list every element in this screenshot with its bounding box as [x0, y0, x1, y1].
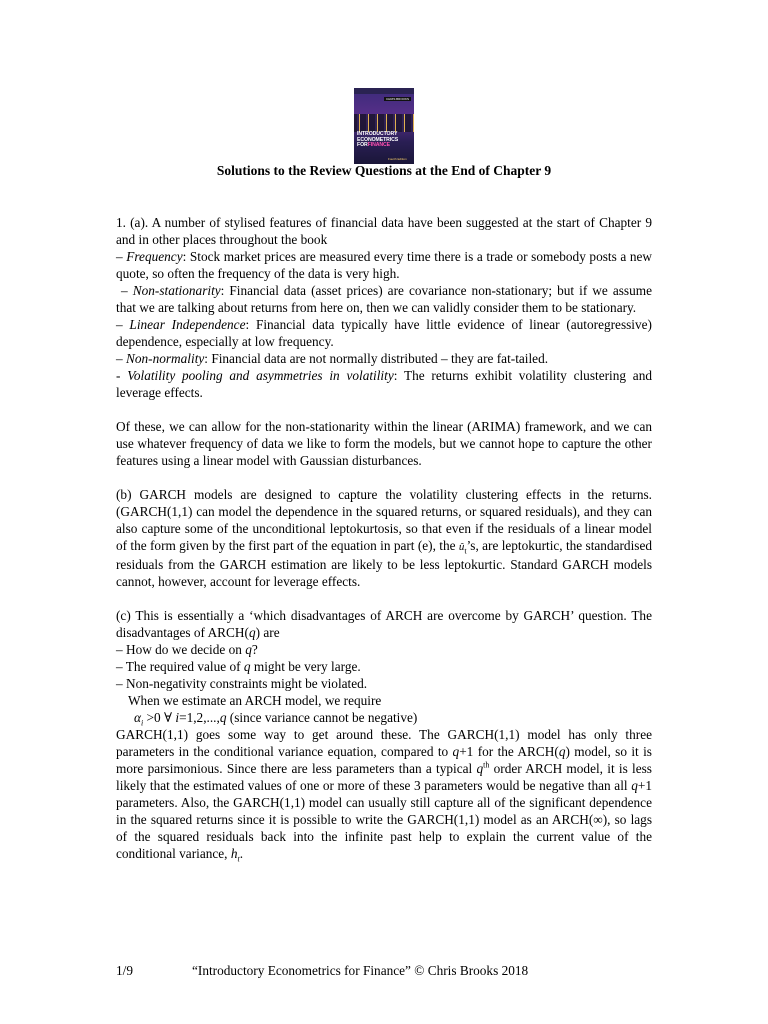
disadvantage-text: – How do we decide on	[116, 642, 246, 657]
feature-linear-independence: – Linear Independence: Financial data typically have little evidence of linear (autoregressive) dependence, especially at low frequency.	[116, 317, 652, 349]
paragraph-text: ) model, so it is more parsimonious. Since there are less parameters than a typical	[116, 744, 652, 776]
i-symbol: i	[175, 710, 180, 725]
disadvantage-3: – Non-negativity constraints might be violated.	[116, 676, 368, 691]
q-symbol: q	[245, 642, 252, 657]
q1c-intro-text: (c) This is essentially a ‘which disadvantages of ARCH are overcome by GARCH’ question. The disadvantages of ARCH(	[116, 608, 652, 640]
cover-author: CHRIS BROOKS	[385, 97, 409, 101]
h-symbol: h	[230, 846, 238, 861]
q-symbol: q	[631, 778, 638, 793]
feature-text: : Financial data are not normally distributed – they are fat-tailed.	[204, 351, 549, 366]
page-heading: Solutions to the Review Questions at the End of Chapter 9	[216, 163, 552, 178]
feature-text: : Financial data typically have little evidence of linear (autoregressive) dependence, especially at low frequency.	[116, 317, 652, 349]
garch-paragraph	[116, 726, 652, 862]
q1a-conclusion: Of these, we can allow for the non-stationarity within the linear (ARIMA) framework, and we can use whatever frequency of data we like to form the models, but we cannot hope to capture the other features using a linear model with Gaussian disturbances.	[116, 419, 652, 468]
formula-text: >0 ∀	[143, 710, 176, 725]
uhat-subscript: t	[464, 546, 467, 556]
cover-title-line1: INTRODUCTORY	[357, 131, 398, 137]
document-body	[116, 214, 652, 862]
q-symbol: q	[452, 744, 460, 759]
feature-volatility-pooling: - Volatility pooling and asymmetries in volatility: The returns exhibit volatility clustering and leverage effects.	[116, 368, 652, 400]
q1b-text-part2: ’s, are leptokurtic, the standardised residuals from the GARCH estimation are likely to be less leptokurtic. Standard GARCH models cannot, however, account for leverage effects.	[116, 538, 653, 589]
disadvantage-text: – The required value of	[116, 659, 244, 674]
q-symbol: q	[476, 761, 484, 776]
paragraph-text: +1 for the ARCH(	[459, 744, 559, 759]
uhat-symbol: û	[458, 541, 465, 553]
feature-term: Non-stationarity	[132, 283, 221, 298]
feature-non-stationarity: – Non-stationarity: Financial data (asset prices) are covariance non-stationary; but if we assume that we are talking about returns from here on, then we can validly consider them to be stationary.	[116, 283, 653, 315]
q1a-intro: 1. (a). A number of stylised features of financial data have been suggested at the start of Chapter 9 and in other places throughout the book	[116, 215, 652, 247]
paragraph-text: +1 parameters. Also, the GARCH(1,1) model can usually still capture all of the significant dependence in the squared returns since it is possible to write the GARCH(1,1) model as an ARCH(∞), so lags of the squared residuals back into the infinite past help to explain the current value of the conditional variance,	[116, 778, 652, 861]
feature-non-normality: – Non-normality: Financial data are not normally distributed – they are fat-tailed.	[116, 351, 549, 366]
paragraph-text: GARCH(1,1) goes some way to get around these. The GARCH(1,1) model has only three parameters in the conditional variance equation, compared to	[116, 727, 652, 759]
cover-title-line2: ECONOMETRICS	[357, 136, 399, 143]
feature-term: Volatility pooling and asymmetries in volatility	[127, 368, 394, 383]
disadvantage-text: might be very large.	[250, 659, 361, 674]
disadvantage-text: ?	[251, 642, 258, 657]
paragraph-text: order ARCH model, it is less likely that the estimated values of one or more of these 3 parameters would be negative than all	[116, 761, 652, 793]
feature-frequency: – Frequency: Stock market prices are measured every time there is a trade or somebody posts a new quote, so often the frequency of the data is very high.	[116, 249, 652, 281]
footer-copyright: “Introductory Econometrics for Finance” © Chris Brooks 2018	[192, 963, 529, 978]
q1b-paragraph	[116, 486, 652, 590]
cover-skyline	[354, 114, 414, 132]
cover-title-line3	[357, 143, 413, 149]
q1b-text-part1: (b) GARCH models are designed to capture the volatility clustering effects in the returns. (GARCH(1,1) can model the dependence in the squared returns, or squared residuals), and they can also capture some of the unconditional leptokurtosis, so that even if the residuals of a linear model of the form given by the first part of the equation in part (e), the	[116, 487, 652, 553]
q-symbol: q	[248, 625, 256, 640]
alpha-subscript: i	[140, 718, 144, 728]
formula-text: =1,2,...,	[179, 710, 220, 725]
q1c-intro-end: ) are	[255, 625, 280, 640]
cover-edition: Fourth Edition	[388, 157, 407, 161]
feature-term: Linear Independence	[129, 317, 246, 332]
page-number: 1/9	[116, 963, 133, 978]
disadvantage-1	[116, 641, 652, 658]
formula-text: (since variance cannot be negative)	[226, 710, 418, 725]
feature-text: : Financial data (asset prices) are covariance non-stationary; but if we assume that we are talking about returns from here on, then we can validly consider them to be stationary.	[116, 283, 653, 315]
q-symbol: q	[558, 744, 566, 759]
book-cover-image	[354, 88, 414, 164]
q-symbol: q	[219, 710, 227, 725]
cover-title-finance: FINANCE	[367, 142, 391, 149]
q-symbol: q	[243, 659, 251, 674]
t-subscript: t	[237, 854, 240, 864]
feature-term: Non-normality	[125, 351, 205, 366]
requirement-line: When we estimate an ARCH model, we require	[128, 693, 382, 708]
feature-text: : The returns exhibit volatility clustering and leverage effects.	[116, 368, 652, 400]
q1c-intro	[116, 607, 652, 641]
cover-title-for: FOR	[357, 142, 368, 149]
cover-title	[357, 132, 413, 149]
th-superscript: th	[483, 760, 490, 770]
constraint-formula	[116, 709, 652, 726]
paragraph-text: .	[239, 846, 244, 861]
feature-text: : Stock market prices are measured every time there is a trade or somebody posts a new quote, so often the frequency of the data is very high.	[116, 249, 652, 281]
disadvantage-2	[116, 658, 652, 675]
feature-term: Frequency	[126, 249, 183, 264]
cover-top-strip	[354, 88, 414, 94]
alpha-symbol: α	[134, 710, 141, 725]
